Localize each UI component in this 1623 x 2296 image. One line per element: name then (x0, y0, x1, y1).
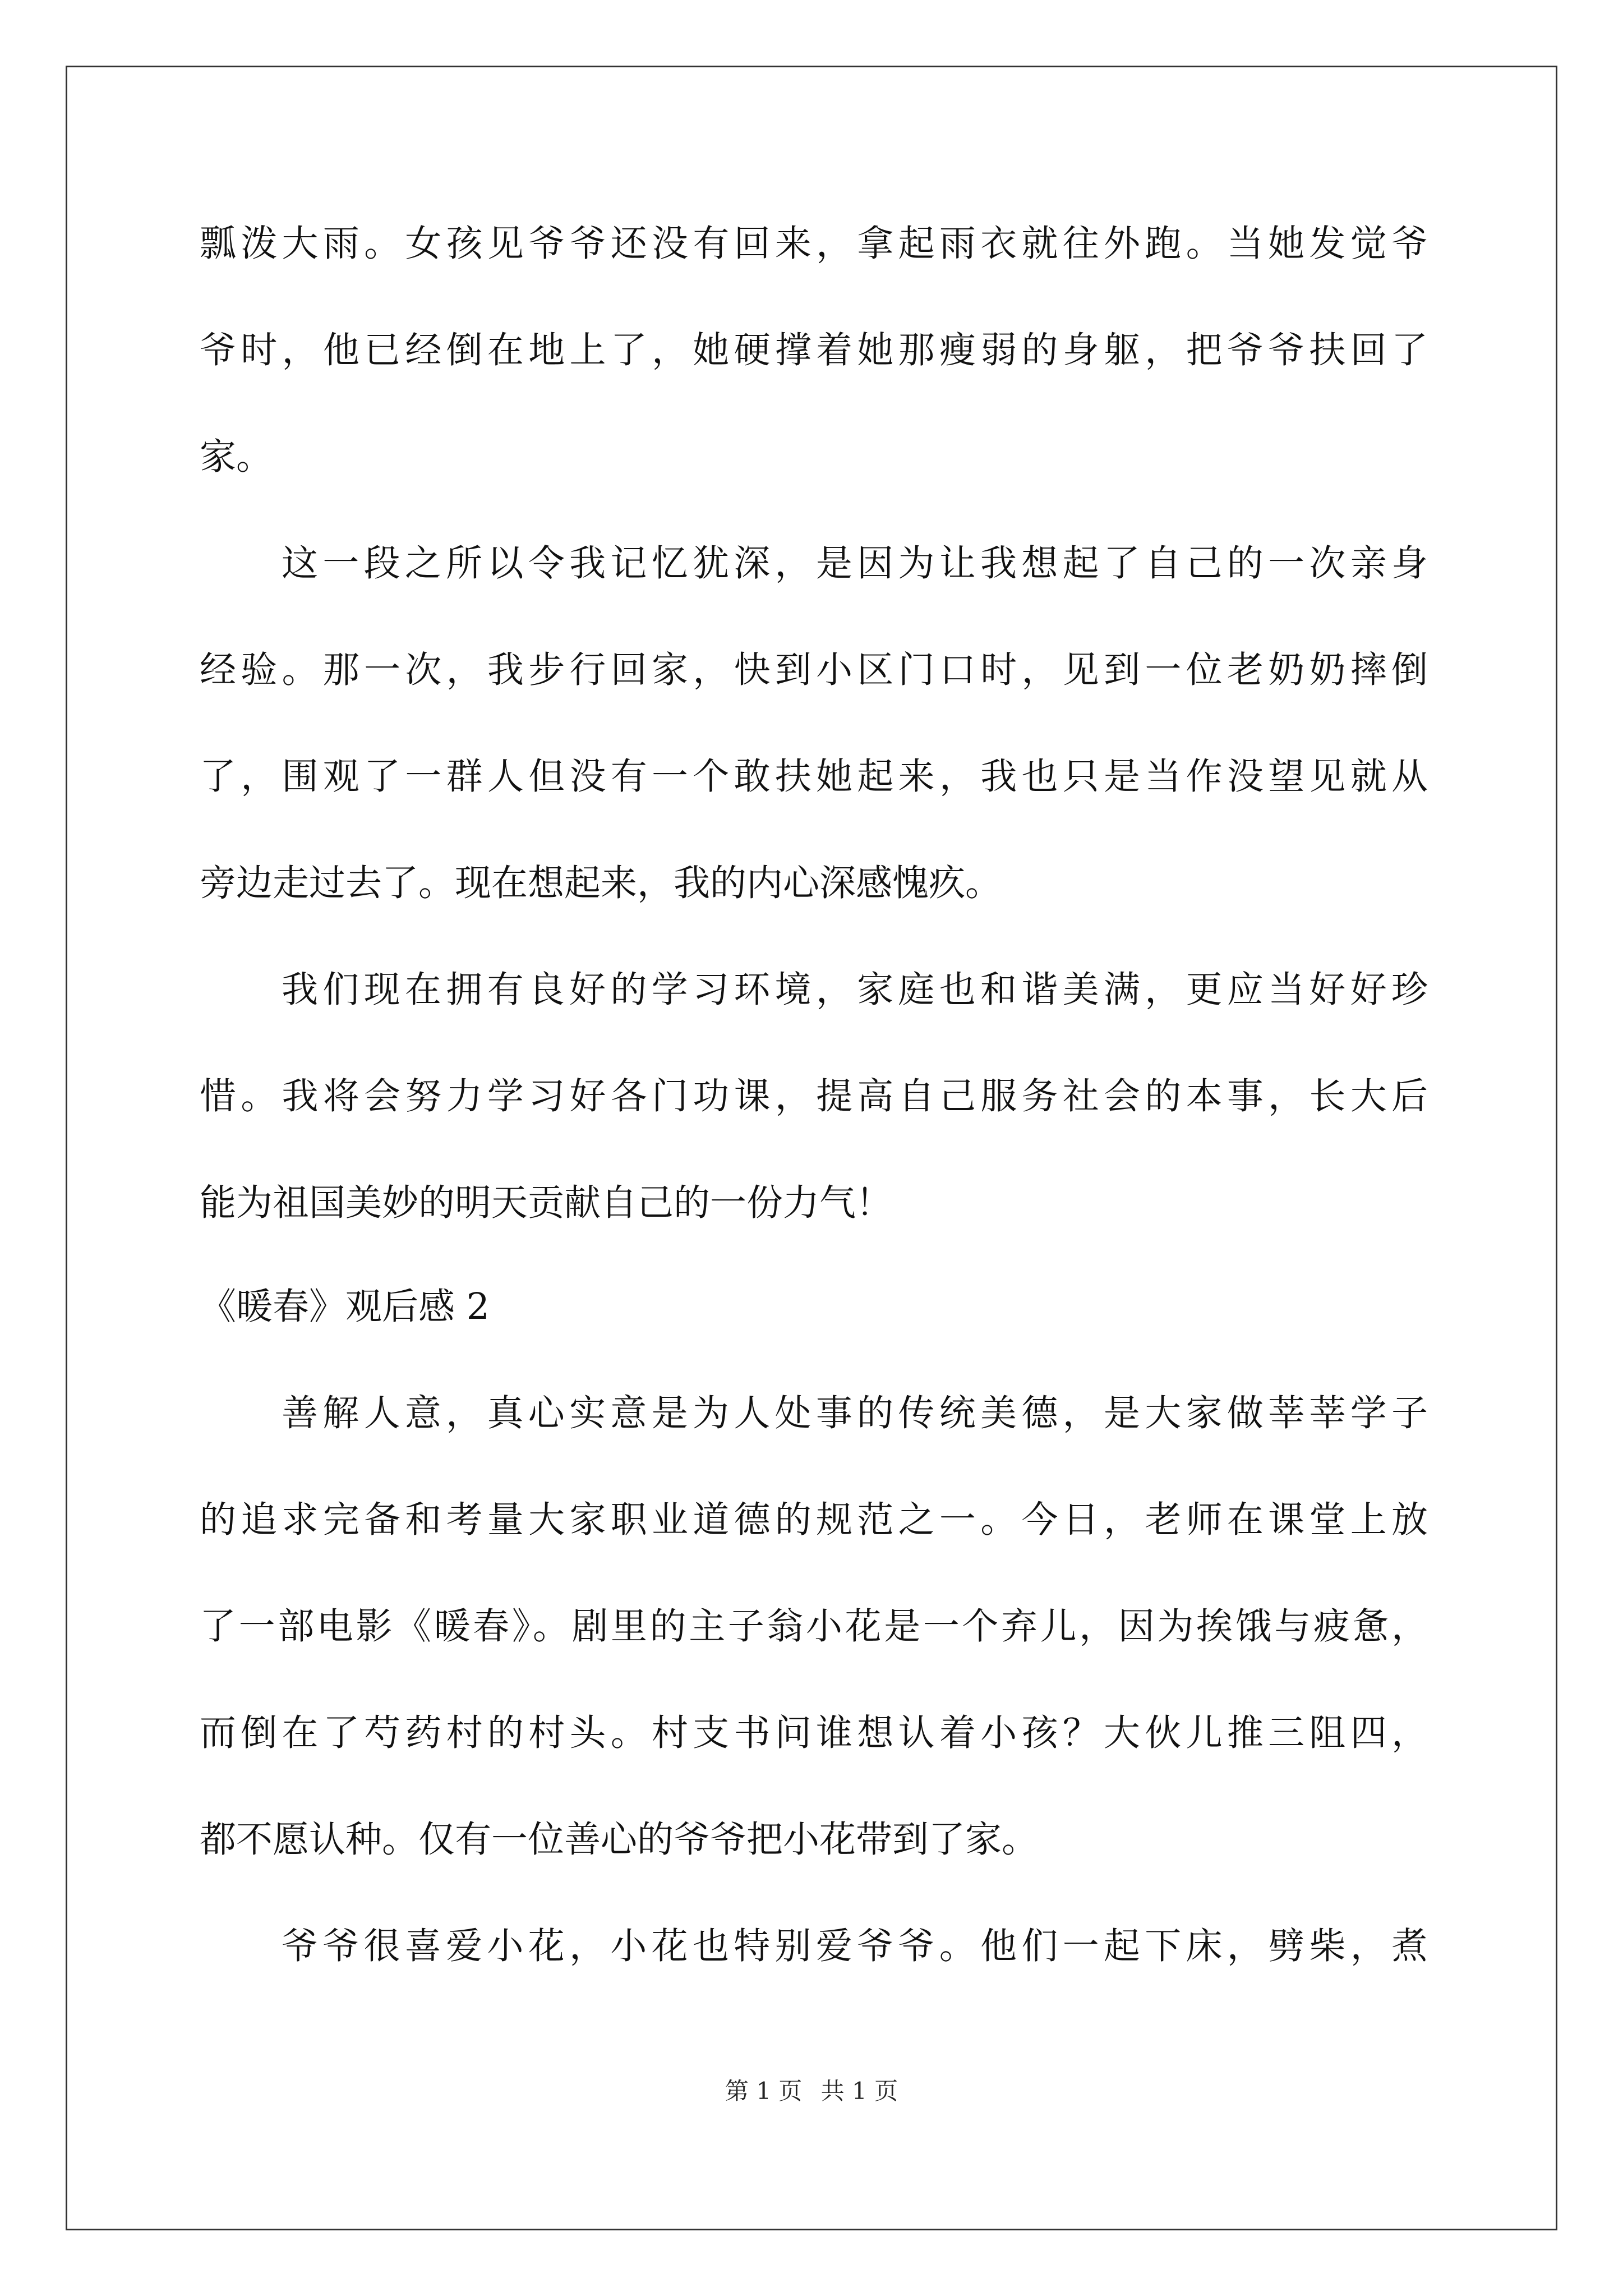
text-line: 能为祖国美妙的明天贡献自己的一份力气！ (200, 1182, 893, 1224)
text-line: 惜。我将会努力学习好各门功课，提高自己服务社会的本事，长大后 (200, 1075, 1428, 1117)
text-line: 我们现在拥有良好的学习环境，家庭也和谐美满，更应当好好珍 (282, 969, 1428, 1011)
section-heading: 《暖春》观后感 2 (200, 1286, 490, 1328)
text-line: 而倒在了芍药村的村头。村支书问谁想认着小孩？大伙儿推三阻四， (200, 1712, 1428, 1754)
page-border (66, 66, 1557, 2230)
text-line: 爷爷很喜爱小花，小花也特别爱爷爷。他们一起下床，劈柴，煮 (282, 1925, 1428, 1967)
page-number: 第 1 页 (725, 2077, 803, 2105)
text-line: 善解人意，真心实意是为人处事的传统美德，是大家做莘莘学子 (282, 1392, 1428, 1434)
text-line: 经验。那一次，我步行回家，快到小区门口时，见到一位老奶奶摔倒 (200, 649, 1428, 691)
text-line: 家。 (200, 436, 273, 478)
text-line: 这一段之所以令我记忆犹深，是因为让我想起了自己的一次亲身 (282, 542, 1428, 585)
text-line: 都不愿认种。仅有一位善心的爷爷把小花带到了家。 (200, 1819, 1039, 1861)
text-line: 了，围观了一群人但没有一个敢扶她起来，我也只是当作没望见就从 (200, 756, 1428, 798)
text-line: 爷时，他已经倒在地上了，她硬撑着她那瘦弱的身躯，把爷爷扶回了 (200, 329, 1428, 371)
page-total: 共 1 页 (820, 2077, 898, 2105)
text-line: 了一部电影《暖春》。剧里的主子翁小花是一个弃儿，因为挨饿与疲惫， (200, 1605, 1428, 1648)
text-line: 的追求完备和考量大家职业道德的规范之一。今日，老师在课堂上放 (200, 1499, 1428, 1541)
page-footer (0, 2073, 1623, 2106)
text-line: 瓢泼大雨。女孩见爷爷还没有回来，拿起雨衣就往外跑。当她发觉爷 (200, 223, 1428, 265)
text-line: 旁边走过去了。现在想起来，我的内心深感愧疚。 (200, 862, 1002, 904)
